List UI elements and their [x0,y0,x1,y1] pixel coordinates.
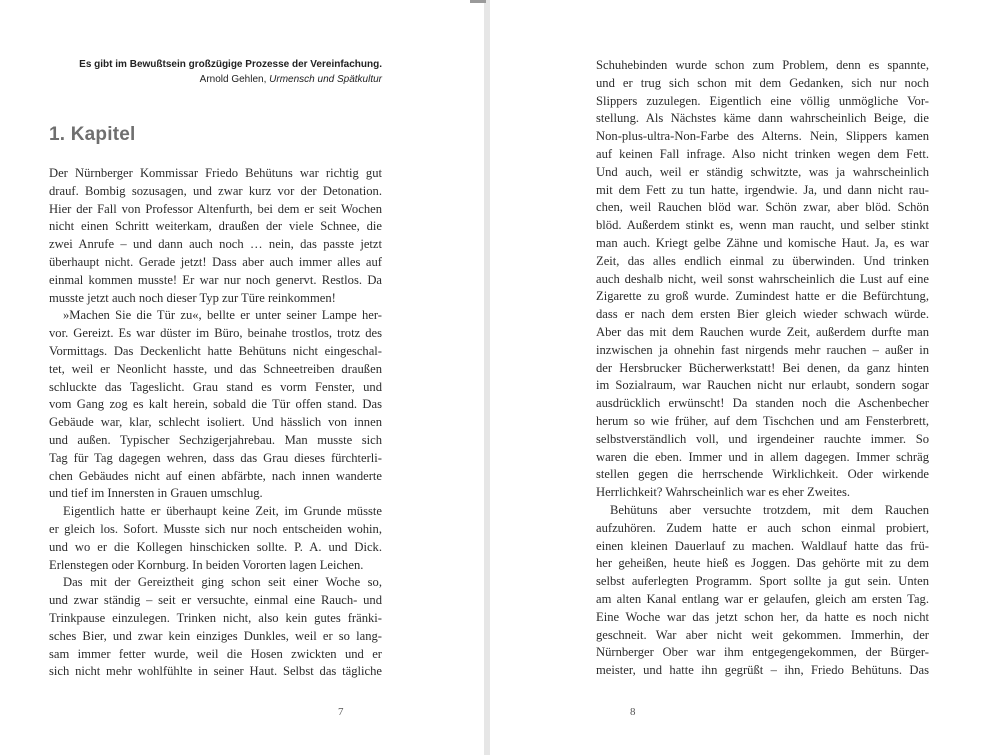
text-line: der Hersbrucker Bücherwerkstatt! Bei denen, da ganz hinten [596,360,929,375]
text-line: zwei Anrufe – und dann auch noch … nein, das passte jetzt [49,237,382,252]
text-line: Der Nürnberger Kommissar Friedo Behütuns war richtig gut [49,166,382,180]
text-line: chen Gebäudes nicht auf einen abfärbte, nach innen wanderte [49,468,382,483]
text-line: geschneit. War aber nicht weit gekommen. Immerhin, der [596,627,929,642]
left-body-text [49,165,382,681]
text-line: Nürnberger Ober war ihm entgegengekommen, der Bürger- [596,645,929,660]
epigraph [22,57,382,87]
text-line: »Machen Sie die Tür zu«, bellte er unter seiner Lampe her- [63,308,382,323]
text-line: er gleich los. Sofort. Musste sich nur noch entscheiden wohin, [49,521,382,536]
text-line: Non-plus-ultra-Non-Farbe des Alterns. Nein, Slippers kamen [596,129,929,144]
chapter-title: 1. Kapitel [49,124,136,145]
text-line: Hier der Fall von Professor Altenfurth, bei dem er seit Wochen [49,201,382,216]
text-line: sich nicht mehr wohlfühlte in seiner Haut. Selbst das tägliche [49,664,382,679]
spine-mark-left [470,0,486,3]
text-line: inzwischen ja ohnehin fast nirgends mehr rauchen – außer in [596,342,929,357]
text-line: herum so wie früher, auf dem Tischchen und am Fensterbrett, [596,413,929,428]
text-line: sches Bier, und zwar kein einziges Dunkles, weil er so lang- [49,628,382,643]
text-line: drauf. Bombig sozusagen, und zwar kurz vor der Detonation. [49,183,382,198]
text-line: am alten Kanal entlang war er gelaufen, gleich am ersten Tag. [596,591,929,606]
text-line: meister, und hatte ihn gegrüßt – ihn, Friedo Behütuns. Das [596,663,929,678]
text-line: Behütuns aber versuchte trotzdem, mit dem Rauchen [610,502,929,517]
text-line: und tief im Innersten in Grauen umschlug. [49,486,263,501]
text-line: Gebäude war, klar, schlecht isoliert. Und hässlich von innen [49,415,382,430]
text-line: einen kleinen Dauerlauf zu machen. Waldlauf hatte das frü- [596,538,929,553]
text-line: Vormittags. Das Deckenlicht hatte Behütuns nicht eingeschal- [49,343,382,358]
text-line: selbstverständlich voll, und irgendeiner rauchte immer. So [596,431,929,446]
page-number-left: 7 [338,706,344,718]
text-line: Trinkpause einzulegen. Trinken nicht, also kein gutes fränki- [49,610,382,625]
text-line: Tag für Tag dagegen wehren, dass das Grau dieses fürchterli- [49,450,382,465]
text-line: Aber das mit dem Rauchen wurde Zeit, außerdem durfte man [596,324,929,339]
text-line: mit dem Fett zu tun hatte, irgendwie. Ja, und dann nicht rau- [596,182,929,197]
text-line: Slippers zuzulegen. Eigentlich eine völlig unmögliche Vor- [596,93,929,108]
text-line: aufzuhören. Zudem hatte er auch schon einmal probiert, [596,520,929,535]
text-line: stellen gegen die herrschende Wirklichkeit. Oder wirkende [596,467,929,482]
text-line: Und auch, weil er ständig schwitzte, was ja wahrscheinlich [596,164,929,179]
right-page [490,0,990,755]
text-line: man auch. Kriegt gelbe Zähne und komische Haut. Ja, es war [596,235,929,250]
text-line: stellung. Als Nächstes käme dann wahrscheinlich Beige, die [596,111,929,126]
text-line: ausdrücklich erwünscht! Da standen noch die Aschenbecher [596,396,929,411]
text-line: Zeit, das alles endlich einmal zu überwinden. Und trinken [596,253,929,268]
text-line: musste jetzt auch noch dieser Typ zur Türe reinkommen! [49,290,336,305]
text-line: und außen. Typischer Sechzigerjahrebau. Man musste sich [49,432,382,447]
text-line: selbst auferlegten Programm. Sport sollte ja gut sein. Unten [596,574,929,589]
text-line: und wo er die Kollegen hinschicken sollte. P. A. und Dick. [49,539,382,554]
text-line: Zigarette zu groß wurde. Zumindest hatte er die Befürchtung, [596,289,929,304]
text-line: im Sozialraum, war Rauchen nicht nur erlaubt, sondern sogar [596,378,929,393]
text-line: Herrlichkeit? Wahrscheinlich war es eher Zweites. [596,485,851,500]
epigraph-work: Urmensch und Spätkultur [269,74,382,85]
text-line: Schuhebinden wurde schon zum Problem, denn es spannte, [596,58,929,72]
text-line: Eine Woche war das jetzt schon her, da hatte es noch nicht [596,609,929,624]
text-line: schluckte das Tageslicht. Grau stand es vorm Fenster, und [49,379,382,394]
left-page [0,0,484,755]
text-line: blöd. Außerdem stinkt es, wenn man raucht, und selber stinkt [596,218,929,233]
text-line: chen, weil Rauchen blöd war. Schön zwar, aber blöd. Schön [596,200,929,215]
text-line: vor. Gereizt. Es war düster im Büro, beinahe trostlos, trotz des [49,326,382,341]
epigraph-quote: Es gibt im Bewußtsein großzügige Prozesse der Vereinfachung. [79,59,382,70]
text-line: auch deshalb nicht, weil sonst wahrscheinlich die Lust auf eine [596,271,929,286]
text-line: sam immer fetter wurde, weil die Hosen zwickten und er [49,646,382,661]
text-line: und er trug sich schon mit dem Gedanken, sich nur noch [596,75,929,90]
text-line: Eigentlich hatte er überhaupt keine Zeit, im Grunde müsste [63,504,382,519]
epigraph-author: Arnold Gehlen, [199,74,267,85]
text-line: und zwar ständig – seit er versuchte, einmal eine Rauch- und [49,593,382,608]
right-body-text [596,57,929,680]
text-line: Das mit der Gereiztheit ging schon seit einer Woche so, [63,575,382,590]
text-line: einmal kommen musste! Er war nur noch genervt. Restlos. Da [49,272,382,287]
page-number-right: 8 [630,706,636,718]
text-line: dass er nach dem ersten Bier gleich wieder schwach würde. [596,307,929,322]
text-line: Erlenstegen oder Kornburg. In beiden Vororten lagen Leichen. [49,557,364,572]
text-line: vom Gang zog es kalt herein, sobald die Tür offen stand. Das [49,397,382,412]
text-line: tet, weil er Neonlicht hasste, und das Schneetreiben draußen [49,361,382,376]
epigraph-source [22,72,382,87]
text-line: auf keinen Fall infrage. Also nicht trinken wegen dem Fett. [596,146,929,161]
text-line: waren die eben. Immer und in allem dagegen. Immer schräg [596,449,929,464]
text-line: nicht einen Schritt weiterkam, draußen der viele Schnee, die [49,219,382,234]
text-line: her geheißen, heute hieß es Joggen. Das gehörte mit zu dem [596,556,929,571]
text-line: überhaupt nicht. Gerade jetzt! Dass aber auch immer alles auf [49,254,382,269]
